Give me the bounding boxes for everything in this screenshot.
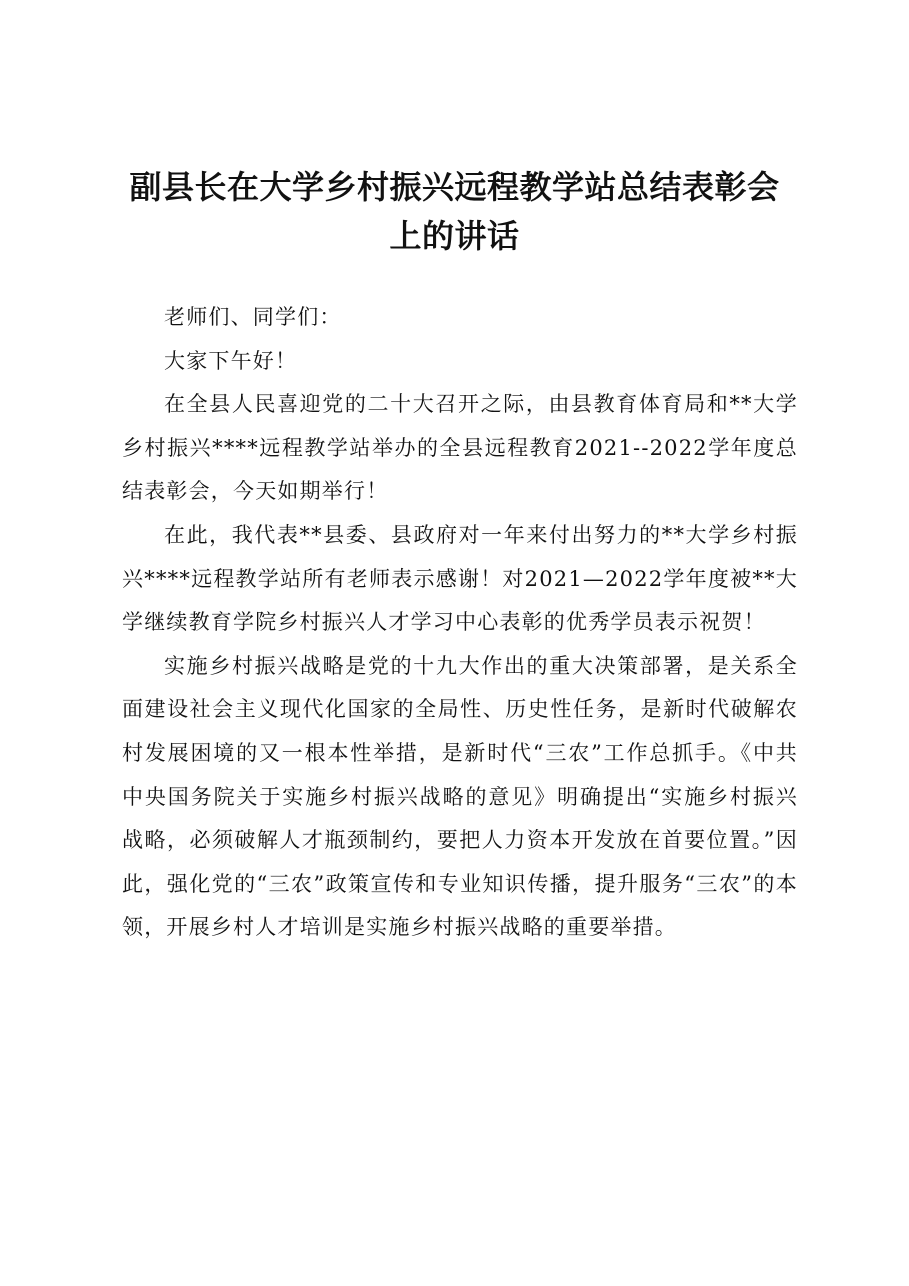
body-paragraph: 实施乡村振兴战略是党的十九大作出的重大决策部署，是关系全面建设社会主义现代化国家的全局性、历史性任务，是新时代破解农村发展困境的又一根本性举措，是新时代“三农”工作总抓手。《中共中央国务院关于实施乡村振兴战略的意见》明确提出“实施乡村振兴战略，必须破解人才瓶颈制约，要把人力资本开发放在首要位置。”因此，强化党的“三农”政策宣传和专业知识传播，提升服务“三农”的本领，开展乡村人才培训是实施乡村振兴战略的重要举措。: [122, 653, 798, 940]
body-paragraph: 在此，我代表**县委、县政府对一年来付出努力的**大学乡村振兴****远程教学站所有老师表示感谢！对2021—2022学年度被**大学继续教育学院乡村振兴人才学习中心表彰的优秀学员表示祝贺！: [122, 522, 798, 635]
greeting: 大家下午好！: [164, 348, 298, 373]
salutation: 老师们、同学们：: [164, 305, 342, 329]
document-body: [122, 296, 798, 950]
body-paragraph: 在全县人民喜迎党的二十大召开之际，由县教育体育局和**大学乡村振兴****远程教学站举办的全县远程教育2021--2022学年度总结表彰会，今天如期举行！: [122, 392, 798, 504]
document-title: [100, 163, 809, 261]
title-line-1: 副县长在大学乡村振兴远程教学站总结表彰会: [129, 168, 780, 206]
title-line-2: 上的讲话: [389, 217, 520, 255]
